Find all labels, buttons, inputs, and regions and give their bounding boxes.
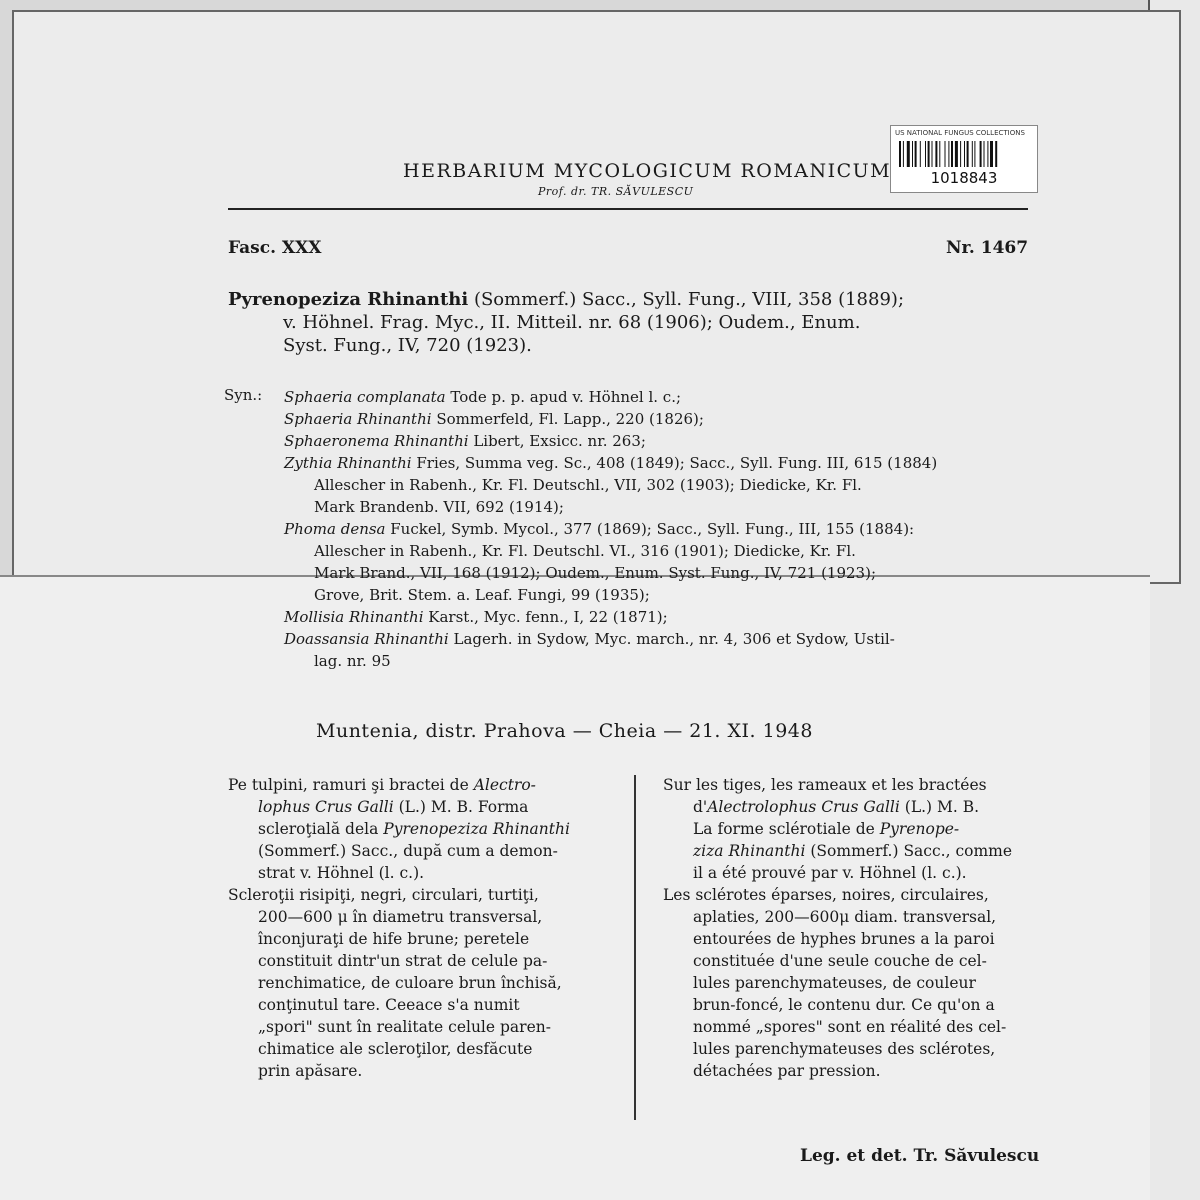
french-text-line: brun-foncé, le contenu dur. Ce qu'on a <box>693 996 995 1014</box>
synonym-taxon: Sphaeria complanata <box>284 388 446 406</box>
barcode-sticker <box>890 125 1038 193</box>
synonym-taxon: Sphaeria Rhinanthi <box>284 410 432 428</box>
synonym-line <box>284 628 937 650</box>
barcode-icon <box>899 141 1029 167</box>
synonyms-label: Syn.: <box>224 386 263 404</box>
locality: Muntenia, distr. Prahova — Cheia — 21. XI. 1948 <box>316 720 813 742</box>
romanian-text-line: 200—600 μ în diametru transversal, <box>258 908 543 926</box>
synonym-line <box>284 430 937 452</box>
french-text-line: lules parenchymateuses, de couleur <box>693 974 976 992</box>
romanian-text-line: Scleroţii risipiţi, negri, circulari, turtiţi, <box>228 886 539 904</box>
synonym-continuation: Allescher in Rabenh., Kr. Fl. Deutschl., VII, 302 (1903); Diedicke, Kr. Fl. <box>314 476 862 494</box>
synonym-continuation: Grove, Brit. Stem. a. Leaf. Fungi, 99 (1935); <box>314 586 650 604</box>
french-text-line: lules parenchymateuses des sclérotes, <box>693 1040 996 1058</box>
barcode-institution: US NATIONAL FUNGUS COLLECTIONS <box>895 129 1025 137</box>
synonym-taxon: Phoma densa <box>284 520 386 538</box>
french-text-line: La forme sclérotiale de Pyrenope- <box>693 820 960 838</box>
romanian-text-line: (Sommerf.) Sacc., după cum a demon- <box>258 842 558 860</box>
herbarium-director: Prof. dr. TR. SĂVULESCU <box>538 185 694 198</box>
romanian-text-line: Pe tulpini, ramuri şi bractei de Alectro- <box>228 776 536 794</box>
species-citation-line3: Syst. Fung., IV, 720 (1923). <box>283 335 532 356</box>
romanian-text-line: lophus Crus Galli (L.) M. B. Forma <box>258 798 529 816</box>
synonym-reference: Libert, Exsicc. nr. 263; <box>468 432 646 450</box>
fascicle: Fasc. XXX <box>228 238 322 258</box>
synonym-reference: Karst., Myc. fenn., I, 22 (1871); <box>423 608 668 626</box>
romanian-text-line: strat v. Höhnel (l. c.). <box>258 864 425 882</box>
synonym-line <box>284 562 937 584</box>
french-text-line: nommé „spores" sont en réalité des cel- <box>693 1018 1007 1036</box>
synonym-line <box>284 408 937 430</box>
synonym-line <box>284 386 937 408</box>
french-text-line: ziza Rhinanthi (Sommerf.) Sacc., comme <box>693 842 1013 860</box>
romanian-text-line: „spori" sunt în realitate celule paren- <box>258 1018 551 1036</box>
synonym-line <box>284 518 937 540</box>
species-citation-line1: (Sommerf.) Sacc., Syll. Fung., VIII, 358 (1889); <box>468 289 905 310</box>
herbarium-title: HERBARIUM MYCOLOGICUM ROMANICUM <box>403 160 892 182</box>
romanian-text-line: înconjuraţi de hife brune; peretele <box>258 930 530 948</box>
specimen-number: Nr. 1467 <box>946 238 1029 258</box>
synonym-reference: Sommerfeld, Fl. Lapp., 220 (1826); <box>431 410 704 428</box>
romanian-description <box>228 774 570 1082</box>
synonym-taxon: Zythia Rhinanthi <box>284 454 412 472</box>
romanian-text-line: scleroţială dela Pyrenopeziza Rhinanthi <box>258 820 570 838</box>
synonym-continuation: Mark Brandenb. VII, 692 (1914); <box>314 498 564 516</box>
synonym-taxon: Sphaeronema Rhinanthi <box>284 432 469 450</box>
synonym-reference: Lagerh. in Sydow, Myc. march., nr. 4, 306 et Sydow, Ustil- <box>448 630 895 648</box>
synonym-taxon: Doassansia Rhinanthi <box>284 630 449 648</box>
synonym-line <box>284 584 937 606</box>
synonym-continuation: Allescher in Rabenh., Kr. Fl. Deutschl. VI., 316 (1901); Diedicke, Kr. Fl. <box>314 542 856 560</box>
species-name: Pyrenopeziza Rhinanthi <box>228 289 469 310</box>
species-citation-line2: v. Höhnel. Frag. Myc., II. Mitteil. nr. 68 (1906); Oudem., Enum. <box>283 312 861 333</box>
french-text-line: Sur les tiges, les rameaux et les bractées <box>663 776 987 794</box>
romanian-text-line: prin apăsare. <box>258 1062 363 1080</box>
synonym-line <box>284 650 937 672</box>
french-text-line: constituée d'une seule couche de cel- <box>693 952 987 970</box>
french-text-line: entourées de hyphes brunes a la paroi <box>693 930 995 948</box>
synonym-reference: Fries, Summa veg. Sc., 408 (1849); Sacc., Syll. Fung. III, 615 (1884) <box>411 454 938 472</box>
header-rule <box>228 208 1028 210</box>
synonym-continuation: Mark Brand., VII, 168 (1912); Oudem., Enum. Syst. Fung., IV, 721 (1923); <box>314 564 876 582</box>
synonym-continuation: lag. nr. 95 <box>314 652 391 670</box>
french-text-line: Les sclérotes éparses, noires, circulaires, <box>663 886 989 904</box>
romanian-text-line: renchimatice, de culoare brun închisă, <box>258 974 562 992</box>
collector: Leg. et det. Tr. Săvulescu <box>800 1146 1040 1166</box>
synonym-line <box>284 540 937 562</box>
synonym-line <box>284 474 937 496</box>
romanian-text-line: constituit dintr'un strat de celule pa- <box>258 952 548 970</box>
french-text-line: aplaties, 200—600μ diam. transversal, <box>693 908 997 926</box>
synonyms-list <box>284 386 937 672</box>
synonym-reference: Tode p. p. apud v. Höhnel l. c.; <box>445 388 682 406</box>
synonym-line <box>284 496 937 518</box>
species-citation <box>228 288 904 357</box>
french-text-line: d'Alectrolophus Crus Galli (L.) M. B. <box>693 798 980 816</box>
french-text-line: détachées par pression. <box>693 1062 881 1080</box>
synonym-line <box>284 606 937 628</box>
romanian-text-line: conţinutul tare. Ceeace s'a numit <box>258 996 520 1014</box>
french-description <box>663 774 1012 1082</box>
column-divider <box>634 775 636 1120</box>
synonym-taxon: Mollisia Rhinanthi <box>284 608 424 626</box>
romanian-text-line: chimatice ale scleroţilor, desfăcute <box>258 1040 533 1058</box>
barcode-number: 1018843 <box>930 169 998 187</box>
synonym-reference: Fuckel, Symb. Mycol., 377 (1869); Sacc., Syll. Fung., III, 155 (1884): <box>385 520 915 538</box>
french-text-line: il a été prouvé par v. Höhnel (l. c.). <box>693 864 967 882</box>
synonym-line <box>284 452 937 474</box>
